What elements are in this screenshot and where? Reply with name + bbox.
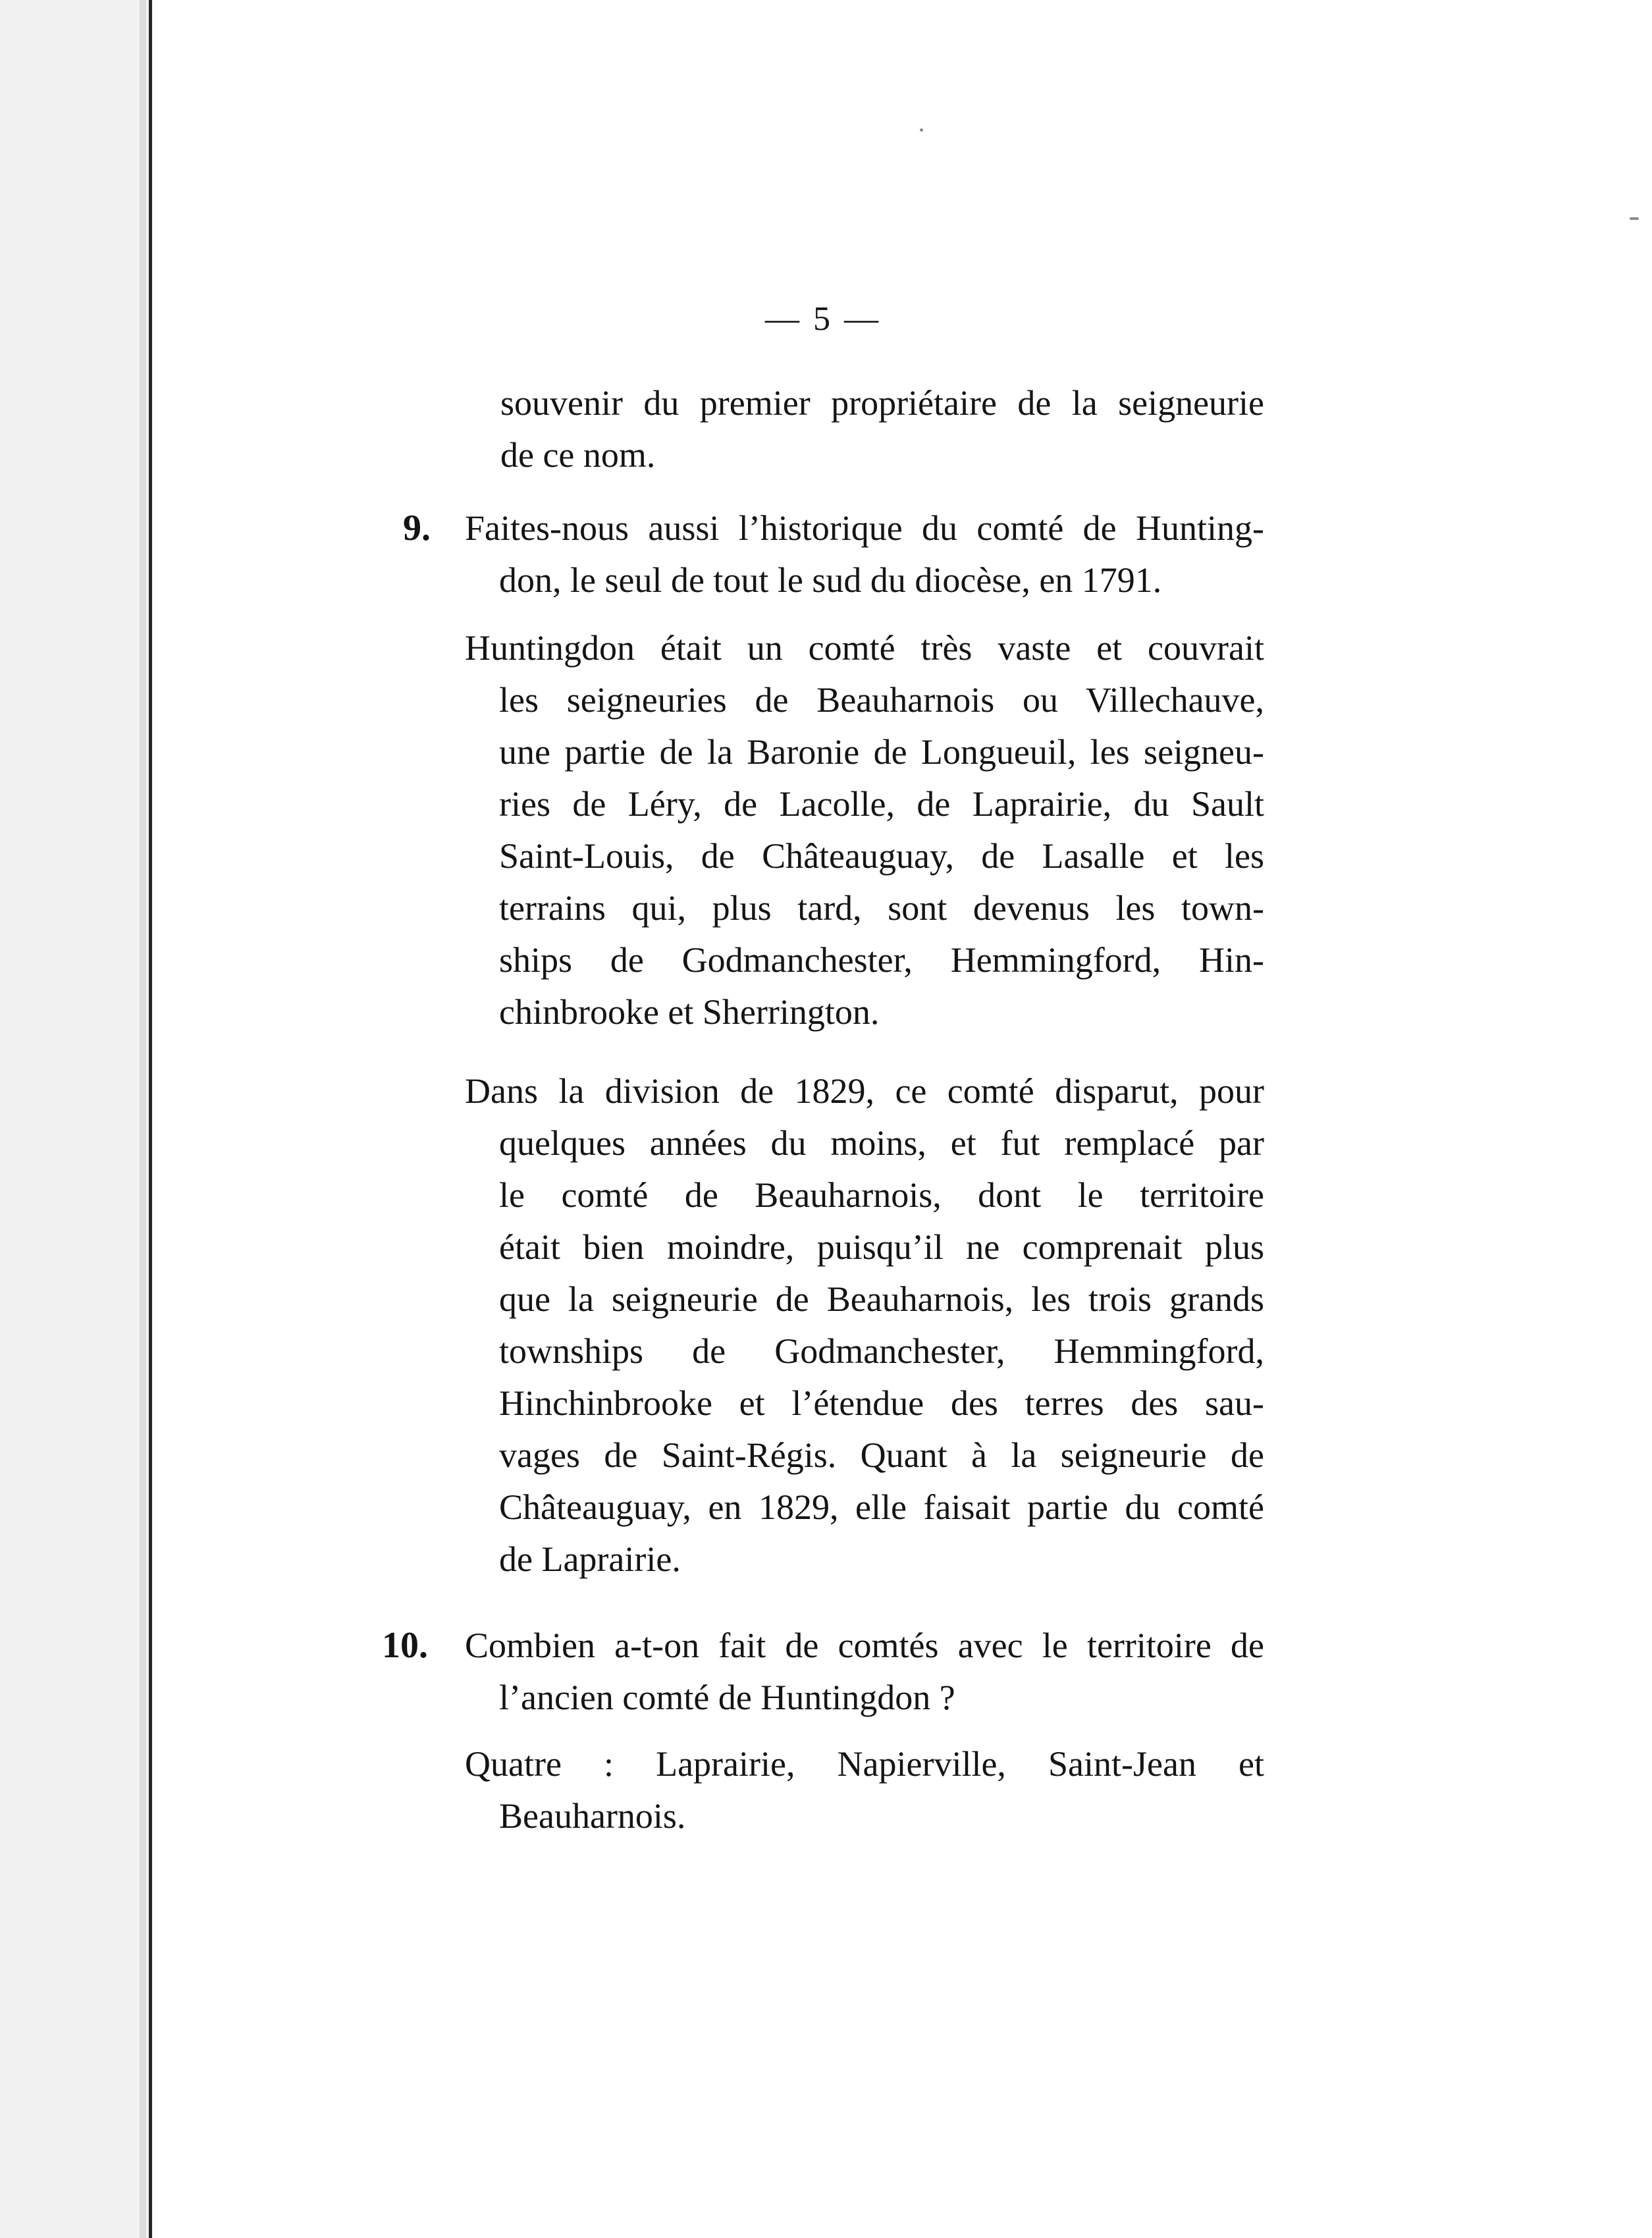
scan-speck <box>1630 217 1639 220</box>
text-line: Combien a-t-on fait de comtés avec le territoire de <box>465 1626 1264 1665</box>
scan-binding-shadow <box>140 0 146 2238</box>
text-line: était bien moindre, puisqu’il ne comprenait plus <box>499 1227 1264 1267</box>
text-line: Dans la division de 1829, ce comté disparut, pour <box>465 1071 1264 1111</box>
scan-speck <box>920 128 923 132</box>
text-line: ries de Léry, de Lacolle, de Laprairie, du Sault <box>499 784 1264 824</box>
question-number: 9. <box>403 508 431 548</box>
text-line: townships de Godmanchester, Hemmingford, <box>499 1331 1264 1371</box>
text-line: vages de Saint-Régis. Quant à la seigneurie de <box>499 1435 1264 1475</box>
text-line: Hinchinbrooke et l’étendue des terres des sau- <box>499 1383 1264 1423</box>
paragraph-intro <box>500 377 1264 481</box>
text-line: les seigneuries de Beauharnois ou Villechauve, <box>499 680 1264 720</box>
question-10 <box>465 1620 1264 1724</box>
answer-10 <box>465 1738 1264 1842</box>
text-line: terrains qui, plus tard, sont devenus les town- <box>499 888 1264 928</box>
text-line: de ce nom. <box>500 435 656 475</box>
question-number: 10. <box>382 1625 428 1666</box>
text-line: Faites-nous aussi l’historique du comté de Hunting- <box>465 508 1264 548</box>
answer-9-paragraph-2 <box>465 1065 1264 1585</box>
text-line: quelques années du moins, et fut remplacé par <box>499 1123 1264 1163</box>
text-line: don, le seul de tout le sud du diocèse, en 1791. <box>499 560 1162 600</box>
text-line: souvenir du premier propriétaire de la seigneurie <box>500 383 1264 423</box>
text-line: que la seigneurie de Beauharnois, les trois grands <box>499 1279 1264 1319</box>
text-line: le comté de Beauharnois, dont le territoire <box>499 1175 1264 1215</box>
text-line: de Laprairie. <box>499 1539 681 1579</box>
page-number: — 5 — <box>765 300 881 338</box>
text-line: Quatre : Laprairie, Napierville, Saint-Jean et <box>465 1744 1264 1784</box>
text-line: l’ancien comté de Huntingdon ? <box>499 1678 955 1717</box>
question-9 <box>465 502 1264 606</box>
text-line: Châteauguay, en 1829, elle faisait partie du comté <box>499 1487 1264 1527</box>
text-line: ships de Godmanchester, Hemmingford, Hin- <box>499 940 1264 980</box>
answer-9-paragraph-1 <box>465 622 1264 1038</box>
text-line: Beauharnois. <box>499 1796 686 1836</box>
text-line: une partie de la Baronie de Longueuil, les seigneu- <box>499 732 1264 772</box>
text-line: Saint-Louis, de Châteauguay, de Lasalle et les <box>499 836 1264 876</box>
scan-binding-edge <box>0 0 152 2238</box>
text-line: Huntingdon était un comté très vaste et couvrait <box>465 628 1264 668</box>
text-line: chinbrooke et Sherrington. <box>499 992 880 1032</box>
